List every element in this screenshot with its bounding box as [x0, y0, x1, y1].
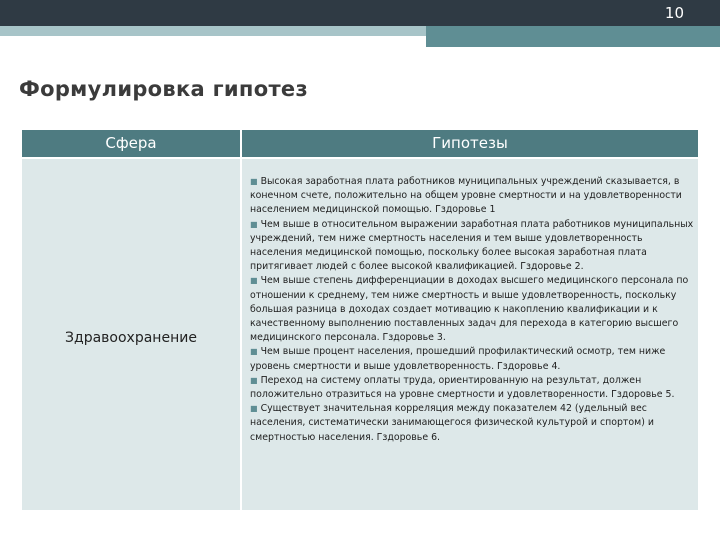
hypothesis-item — [250, 274, 696, 345]
bullet-icon: ■ — [250, 375, 258, 385]
hypothesis-text: Высокая заработная плата работников муниципальных учреждений сказывается, в конечном счете, положительно на общем уровне смертности и на удовлетворенности населением медицинской помощью. Гздоровье 1 — [250, 176, 682, 216]
accent-block — [426, 26, 720, 47]
hypothesis-item — [250, 345, 696, 373]
hypotheses-cell — [242, 159, 698, 510]
top-bar — [0, 0, 720, 26]
slide-title: Формулировка гипотез — [19, 77, 308, 101]
hypothesis-text: Переход на систему оплаты труда, ориентированную на результат, должен положительно отразиться на уровне смертности и удовлетворенности. Гздоровье 5. — [250, 374, 675, 401]
hypothesis-text: Чем выше процент населения, прошедший профилактический осмотр, тем ниже уровень смертности и выше удовлетворенность. Гздоровье 4. — [250, 346, 666, 372]
hypothesis-text: Существует значительная корреляция между показателем 42 (удельный вес населения, систематически занимающегося физической культурой и спортом) и смертностью населения. Гздоровье 6. — [250, 403, 654, 443]
hypothesis-item — [250, 218, 696, 275]
hypothesis-item — [250, 402, 696, 445]
hypotheses-table — [22, 130, 698, 510]
bullet-icon: ■ — [250, 404, 258, 414]
bullet-icon: ■ — [250, 276, 258, 286]
hypothesis-text: Чем выше в относительном выражении заработная плата работников муниципальных учреждений, тем ниже смертность населения и тем выше удовлетворенность населения медицинской помощью, поскольку более высокая заработная плата притягивает людей с более высокой квалификацией. Гздоровье 2. — [250, 218, 694, 273]
bullet-icon: ■ — [250, 347, 258, 357]
sphere-label: Здравоохранение — [65, 329, 197, 346]
page-number: 10 — [664, 4, 684, 22]
hypothesis-item — [250, 175, 696, 218]
hypothesis-item — [250, 374, 696, 402]
bullet-icon: ■ — [250, 177, 258, 186]
column-header-sphere: Сфера — [22, 130, 240, 157]
hypotheses-list — [250, 175, 696, 445]
sphere-cell — [22, 159, 240, 510]
hypothesis-text: Чем выше степень дифференциации в доходах высшего медицинского персонала по отношении к среднему, тем ниже смертность и выше удовлетворенность, поскольку большая разница в доходах создает мотивацию к накоплению квалификации и к качественному выполнению поставленных задач для перехода в категорию высшего медицинского персонала. Гздоровье 3. — [250, 275, 689, 344]
column-header-hypotheses: Гипотезы — [242, 130, 698, 157]
bullet-icon: ■ — [250, 219, 258, 229]
